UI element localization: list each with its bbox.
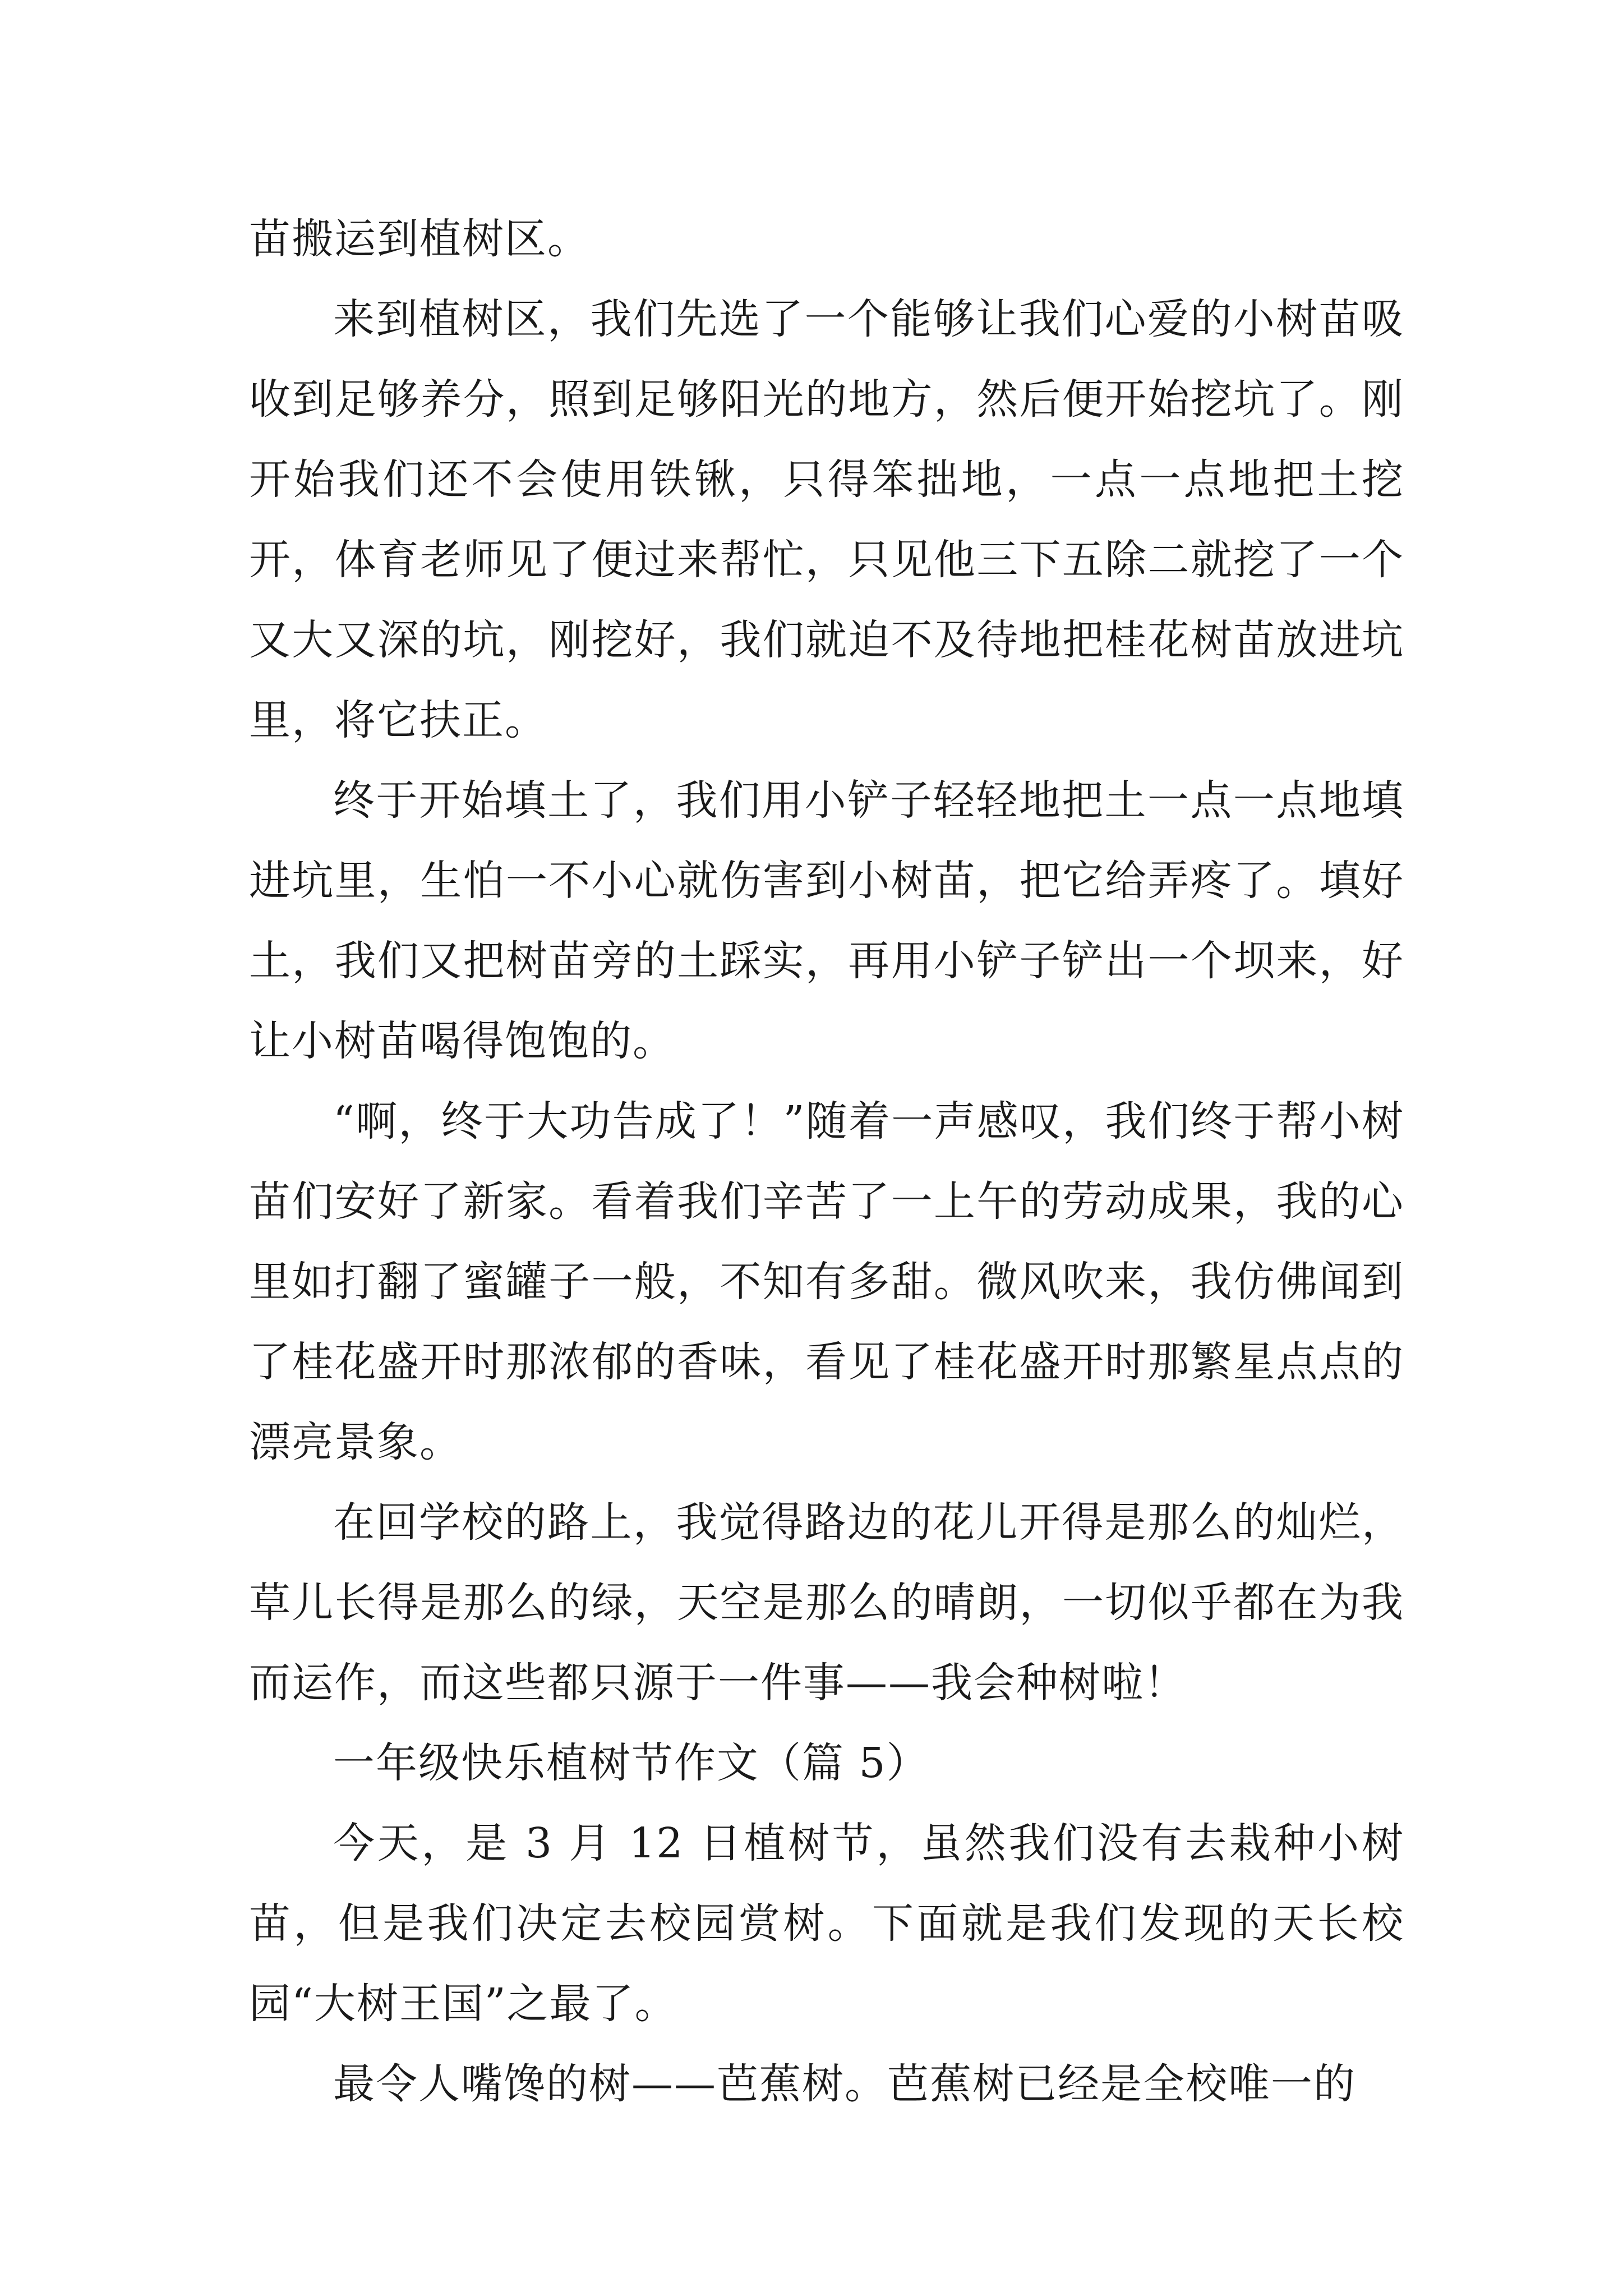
section-heading: 一年级快乐植树节作文（篇 5） (333, 1739, 929, 1787)
paragraph-filling-soil: 终于开始填土了，我们用小铲子轻轻地把土一点一点地填进坑里，生怕一不小心就伤害到小树苗，把它给弄疼了。填好土，我们又把树苗旁的土踩实，再用小铲子铲出一个坝来，好让小树苗喝得饱饱的。 (249, 776, 1404, 1065)
paragraph-continuation: 苗搬运到植树区。 (249, 215, 590, 263)
paragraph-banana-tree: 最令人嘴馋的树——芭蕉树。芭蕉树已经是全校唯一的 (333, 2060, 1356, 2108)
paragraph-completion: “啊，终于大功告成了！”随着一声感叹，我们终于帮小树苗们安好了新家。看着我们辛苦了一上午的劳动成果，我的心里如打翻了蜜罐子一般，不知有多甜。微风吹来，我仿佛闻到了桂花盛开时那浓郁的香味，看见了桂花盛开时那繁星点点的漂亮景象。 (249, 1097, 1404, 1466)
document-body (249, 199, 1404, 2124)
paragraph-digging: 来到植树区，我们先选了一个能够让我们心爱的小树苗吸收到足够养分，照到足够阳光的地方，然后便开始挖坑了。刚开始我们还不会使用铁锹，只得笨拙地，一点一点地把土挖开，体育老师见了便过来帮忙，只见他三下五除二就挖了一个又大又深的坑，刚挖好，我们就迫不及待地把桂花树苗放进坑里，将它扶正。 (249, 295, 1404, 744)
paragraph-return: 在回学校的路上，我觉得路边的花儿开得是那么的灿烂，草儿长得是那么的绿，天空是那么的晴朗，一切似乎都在为我而运作，而这些都只源于一件事——我会种树啦！ (249, 1498, 1404, 1707)
paragraph-arbor-day: 今天，是 3 月 12 日植树节，虽然我们没有去栽种小树苗，但是我们决定去校园赏树。下面就是我们发现的天长校园“大树王国”之最了。 (249, 1819, 1404, 2028)
